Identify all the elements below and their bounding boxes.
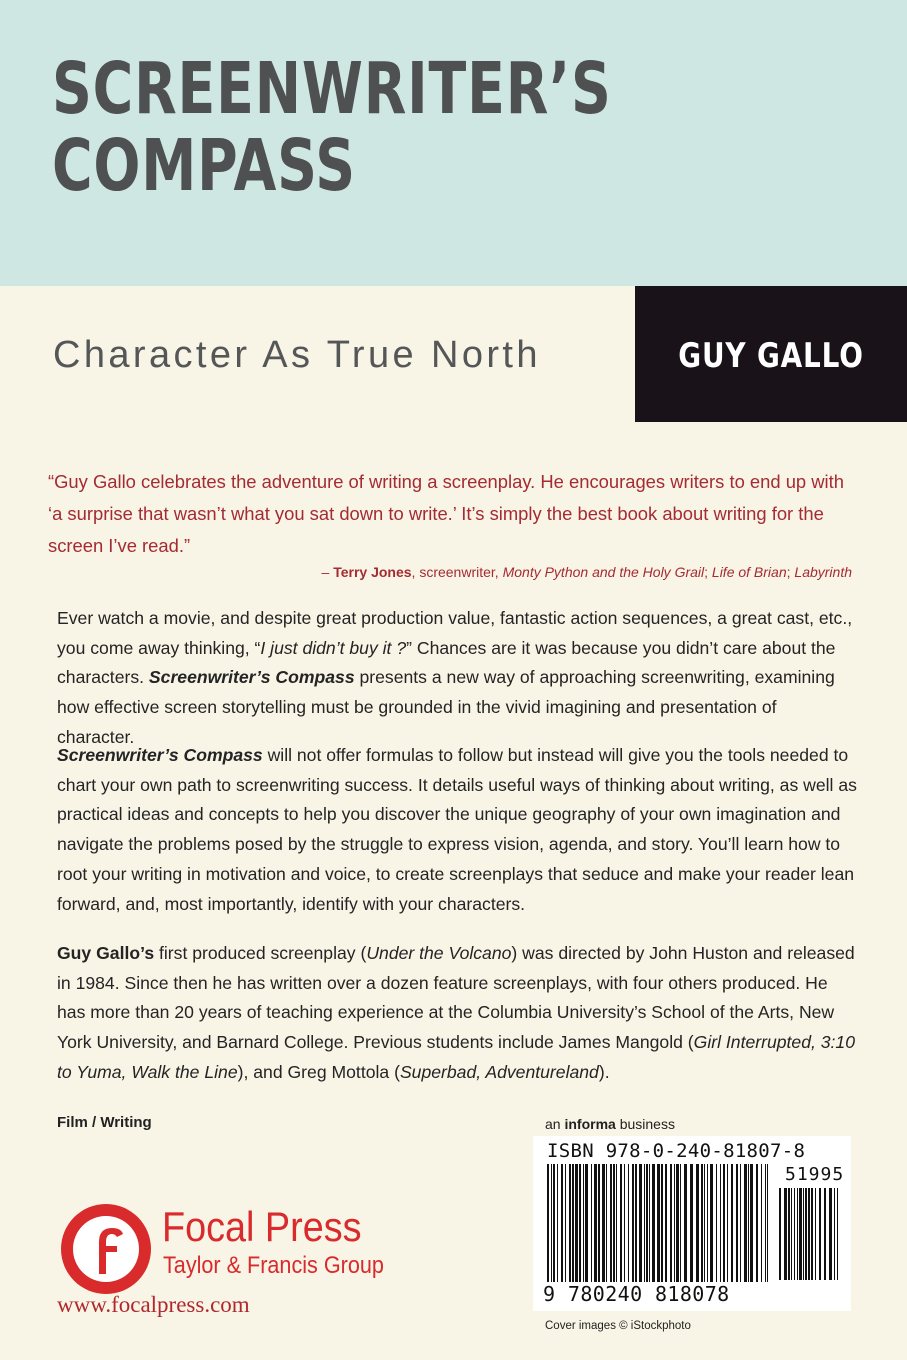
text-run: ) was directed by John Huston and released in 1984. Since then he has written over a dozen feature screenplays, with four others produced. He has more than 20 years of teaching experience at the Columbia University’s School of the Arts, New York University, and Barnard College. Previous students include James Mangold ( [57, 943, 855, 1053]
publisher-group: Taylor & Francis Group [163, 1252, 384, 1279]
text-run: ). [598, 1061, 610, 1082]
attribution-work: Labyrinth [794, 564, 852, 580]
author-name-inline: Guy Gallo’s [57, 943, 155, 963]
ean-digits: 9 780240 818078 [543, 1282, 730, 1306]
film-title-inline: Girl Interrupted, 3:10 to Yuma, Walk the Line [57, 1032, 855, 1082]
attribution-separator: ; [704, 564, 712, 580]
endorsement-quote: “Guy Gallo celebrates the adventure of writing a screenplay. He encourages writers to end up with ‘a surprise that wasn’t what you sat down to write.’ It’s simply the best book about writing for the screen I’ve read.” [48, 471, 844, 556]
text-run: Ever watch a movie, and despite great production value, fantastic action sequences, a great cast, etc., you come away thinking, “ [57, 608, 853, 658]
author-name: GUY GALLO [678, 336, 864, 376]
publisher-name: Focal Press [162, 1203, 362, 1250]
attribution-separator: ; [786, 564, 795, 580]
attribution-work: Monty Python and the Holy Grail [502, 564, 705, 580]
text-run: presents a new way of approaching screenwriting, examining how effective screen storytelling must be grounded in the vivid imagining and presentation of character. [57, 667, 835, 747]
attribution-role: , screenwriter, [411, 564, 503, 580]
text-run-italic: I just didn’t buy it ? [260, 637, 407, 658]
description-paragraph-1 [57, 604, 857, 753]
informa-tagline [545, 1116, 675, 1132]
book-title-inline: Screenwriter’s Compass [57, 745, 263, 765]
attribution-name: Terry Jones [333, 564, 412, 580]
book-subtitle: Character As True North [53, 334, 541, 376]
focal-press-f-logo-icon [61, 1204, 151, 1294]
title-line-1: SCREENWRITER’S [52, 47, 612, 130]
text-run: will not offer formulas to follow but instead will give you the tools needed to chart your own path to screenwriting success. It details useful ways of thinking about writing, as well as practical ideas and concepts to help you discover the unique geography of your own imagination and navigate the problems posed by the struggle to express vision, agenda, and story. You’ll learn how to root your writing in motivation and voice, to create screenplays that seduce and make your reader lean forward, and, most importantly, identify with your characters. [57, 745, 857, 914]
description-paragraph-2 [57, 741, 857, 919]
attribution-work: Life of Brian [711, 564, 787, 580]
isbn-number: ISBN 978-0-240-81807-8 [547, 1140, 806, 1162]
film-title-inline: Under the Volcano [366, 943, 512, 963]
publisher-url[interactable]: www.focalpress.com [57, 1292, 250, 1317]
quote-attribution [322, 564, 852, 580]
image-credit: Cover images © iStockphoto [545, 1320, 691, 1332]
subject-category: Film / Writing [57, 1114, 152, 1131]
film-title-inline: Superbad, Adventureland [399, 1061, 599, 1082]
text-run: ), and Greg Mottola ( [237, 1061, 400, 1082]
title-line-2: COMPASS [52, 124, 356, 207]
informa-brand: informa [564, 1116, 616, 1132]
text-run: first produced screenplay ( [154, 943, 367, 963]
informa-prefix: an [545, 1116, 565, 1132]
book-title [52, 47, 612, 207]
author-bio-paragraph [57, 939, 857, 1088]
attribution-dash: – [321, 564, 334, 580]
informa-suffix: business [615, 1116, 675, 1132]
author-box [635, 286, 907, 422]
text-run: ” Chances are it was because you didn’t care about the characters. [57, 637, 836, 688]
book-title-inline: Screenwriter’s Compass [148, 667, 355, 688]
price-code: 51995 [785, 1164, 845, 1185]
isbn-barcode [533, 1136, 851, 1311]
